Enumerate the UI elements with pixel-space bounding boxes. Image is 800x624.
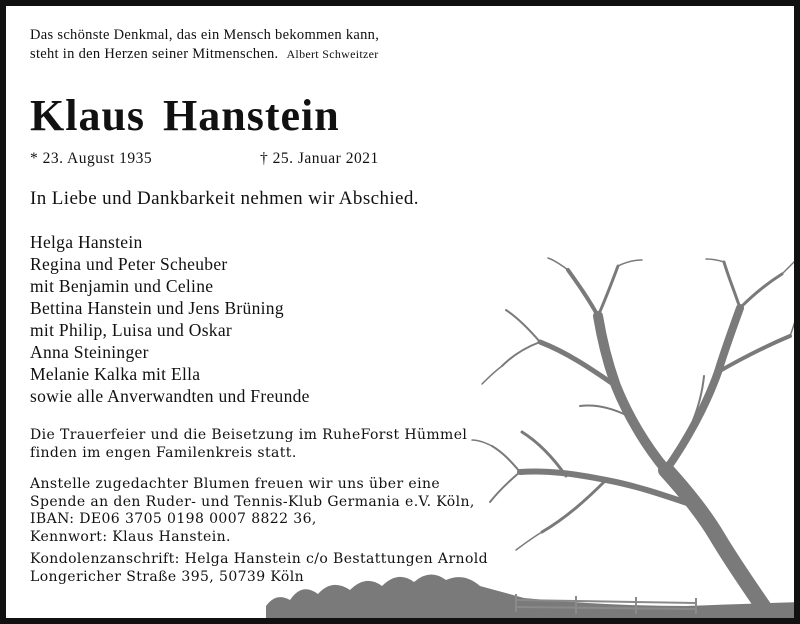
donation-line: IBAN: DE06 3705 0198 0007 8822 36, — [30, 511, 317, 527]
donation-line: Anstelle zugedachter Blumen freuen wir uns über eine — [30, 476, 441, 492]
quote-line-2-text: steht in den Herzen seiner Mitmenschen. — [30, 46, 279, 62]
funeral-line: Die Trauerfeier und die Beisetzung im RuheForst Hümmel — [30, 427, 468, 443]
mourner: Helga Hanstein — [30, 232, 143, 252]
quote — [30, 26, 490, 64]
mourner: mit Benjamin und Celine — [30, 276, 214, 296]
tree — [472, 258, 798, 618]
deceased-name: Klaus Hanstein — [30, 91, 340, 140]
birth-date: * 23. August 1935 — [30, 150, 153, 167]
donation-line: Kennwort: Klaus Hanstein. — [30, 528, 231, 545]
mourner: Bettina Hanstein und Jens Brüning — [30, 298, 284, 318]
condolence-line: Kondolenzanschrift: Helga Hanstein c/o Bestattungen Arnold — [30, 551, 489, 567]
ground-bushes — [266, 574, 800, 624]
donation-line: Spende an den Ruder- und Tennis-Klub Germania e.V. Köln, — [30, 493, 475, 510]
mourner: Melanie Kalka mit Ella — [30, 364, 201, 384]
mourner: Regina und Peter Scheuber — [30, 254, 228, 274]
condolence-line: Longericher Straße 395, 50739 Köln — [30, 568, 305, 585]
bare-tree-illustration — [266, 256, 800, 624]
quote-author: Albert Schweitzer — [286, 47, 379, 61]
mourner: Anna Steininger — [30, 342, 149, 362]
death-date: † 25. Januar 2021 — [260, 150, 379, 167]
funeral-line: finden im engen Familenkreis statt. — [30, 444, 297, 461]
quote-line-1: Das schönste Denkmal, das ein Mensch bekommen kann, — [30, 27, 380, 43]
quote-line-2 — [30, 45, 490, 64]
farewell-line: In Liebe und Dankbarkeit nehmen wir Abschied. — [30, 188, 419, 209]
mourner: mit Philip, Luisa und Oskar — [30, 320, 233, 340]
mourner: sowie alle Anverwandten und Freunde — [30, 386, 310, 406]
